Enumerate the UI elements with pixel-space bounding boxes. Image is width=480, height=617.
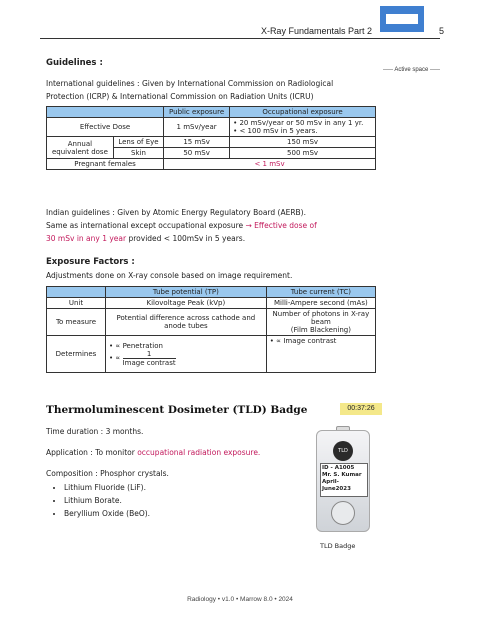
lens-public: 15 mSv (164, 137, 230, 148)
header-title: X-Ray Fundamentals Part 2 (260, 26, 372, 36)
list-item: • Lithium Borate. (64, 494, 150, 507)
table-corner (47, 287, 106, 298)
lens-occupational: 150 mSv (230, 137, 376, 148)
col-tube-potential: Tube potential (TP) (106, 287, 267, 298)
tld-heading: Thermoluminescent Dosimeter (TLD) Badge (46, 404, 308, 416)
unit-tp: Kilovoltage Peak (kVp) (106, 298, 267, 309)
occupational-limit-line: 30 mSv in any 1 year provided < 100mSv in 5 years. (46, 234, 246, 243)
effective-occupational (230, 118, 376, 137)
determines-tc: • ∝ Image contrast (266, 336, 375, 373)
same-as-international-line: Same as international except occupational exposure → Effective dose of (46, 221, 317, 230)
determines-tp: • ∝ Penetration • ∝ 1 Image contrast (106, 336, 267, 373)
dose-limits-table (46, 106, 376, 170)
tld-badge-image (316, 430, 368, 540)
unit-label: Unit (47, 298, 106, 309)
page-number: 5 (438, 26, 444, 36)
active-space-label: ----- Active space ----- (383, 67, 440, 73)
exposure-factors-table (46, 286, 376, 373)
badge-dial: TLD (333, 441, 353, 461)
exposure-factors-heading: Exposure Factors : (46, 257, 135, 267)
skin-occupational: 500 mSv (230, 148, 376, 159)
badge-window (331, 501, 355, 525)
exposure-factors-line: Adjustments done on X-ray console based on image requirement. (46, 271, 293, 280)
skin-label: Skin (113, 148, 163, 159)
effective-occ-line1: • 20 mSv/year or 50 mSv in any 1 yr. (233, 119, 364, 127)
list-item: • Beryllium Oxide (BeO). (64, 507, 150, 520)
badge-body (316, 430, 370, 532)
header-divider (40, 38, 440, 39)
tld-application: Application : To monitor occupational radiation exposure. (46, 448, 261, 457)
list-item: • Lithium Fluoride (LiF). (64, 481, 150, 494)
pregnant-value: < 1 mSv (164, 159, 376, 170)
timestamp-badge: 00:37:26 (340, 403, 382, 415)
indian-guidelines-line: Indian guidelines : Given by Atomic Energy Regulatory Board (AERB). (46, 208, 306, 217)
annual-dose-label: Annual equivalent dose (47, 137, 114, 159)
guidelines-heading: Guidelines : (46, 58, 103, 68)
measure-tc: Number of photons in X-ray beam (Film Blackening) (266, 309, 375, 336)
unit-tc: Milli-Ampere second (mAs) (266, 298, 375, 309)
skin-public: 50 mSv (164, 148, 230, 159)
effective-dose-label: Effective Dose (47, 118, 164, 137)
composition-list (50, 481, 150, 520)
fraction-denominator: Image contrast (122, 358, 176, 367)
measure-tp: Potential difference across cathode and anode tubes (106, 309, 267, 336)
effective-occ-line2: • < 100 mSv in 5 years. (233, 127, 318, 135)
determines-label: Determines (47, 336, 106, 373)
lens-label: Lens of Eye (113, 137, 163, 148)
badge-label: ID - A1005 Mr. S. Kumar April-June2023 (320, 463, 368, 497)
tld-badge-caption: TLD Badge (320, 542, 356, 550)
effective-public: 1 mSv/year (164, 118, 230, 137)
header-tab-decoration (380, 6, 424, 32)
col-tube-current: Tube current (TC) (266, 287, 375, 298)
tld-composition: Composition : Phosphor crystals. (46, 469, 169, 478)
col-public: Public exposure (164, 107, 230, 118)
table-corner (47, 107, 164, 118)
intl-guidelines-line1: International guidelines : Given by International Commission on Radiological (46, 79, 334, 88)
footer-text: Radiology • v1.0 • Marrow 8.0 • 2024 (187, 596, 293, 603)
tld-duration: Time duration : 3 months. (46, 427, 144, 436)
intl-guidelines-line2: Protection (ICRP) & International Commission on Radiation Units (ICRU) (46, 92, 314, 101)
pregnant-label: Pregnant females (47, 159, 164, 170)
col-occupational: Occupational exposure (230, 107, 376, 118)
measure-label: To measure (47, 309, 106, 336)
fraction-numerator: 1 (123, 350, 176, 359)
